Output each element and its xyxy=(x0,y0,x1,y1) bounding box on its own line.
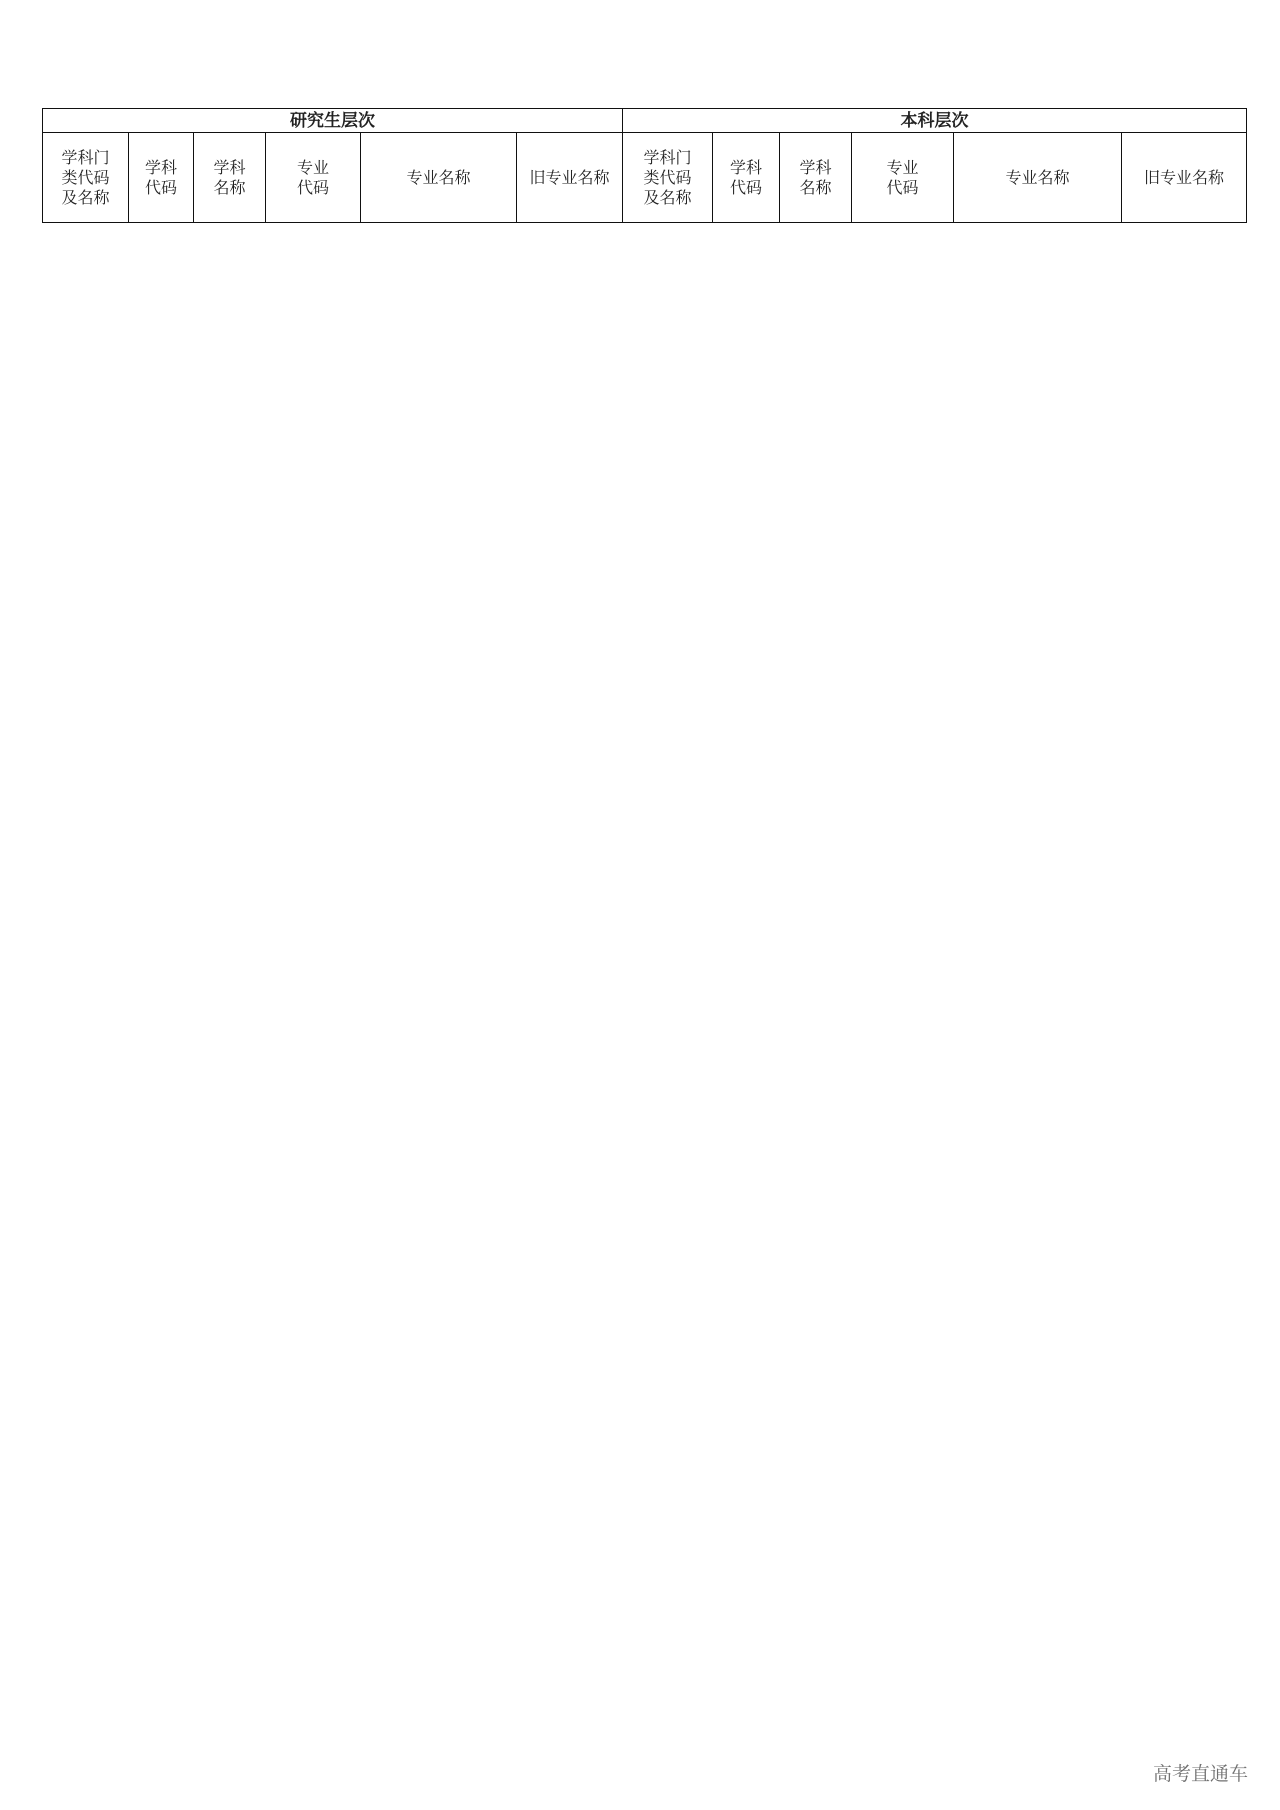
section-header-undergraduate: 本科层次 xyxy=(623,109,1247,133)
watermark: 高考直通车 xyxy=(1152,1763,1248,1785)
column-header: 学科门 类代码 及名称 xyxy=(43,133,129,223)
column-header: 专业 代码 xyxy=(852,133,954,223)
column-header: 旧专业名称 xyxy=(1122,133,1247,223)
column-header: 学科 名称 xyxy=(194,133,266,223)
column-header: 专业 代码 xyxy=(266,133,361,223)
column-header: 专业名称 xyxy=(361,133,517,223)
discipline-table xyxy=(42,108,1247,223)
column-header: 学科 代码 xyxy=(129,133,194,223)
section-header-graduate: 研究生层次 xyxy=(43,109,623,133)
column-header: 学科门 类代码 及名称 xyxy=(623,133,713,223)
column-header: 学科 代码 xyxy=(713,133,780,223)
column-header: 旧专业名称 xyxy=(517,133,623,223)
column-header: 学科 名称 xyxy=(780,133,852,223)
column-header: 专业名称 xyxy=(954,133,1122,223)
